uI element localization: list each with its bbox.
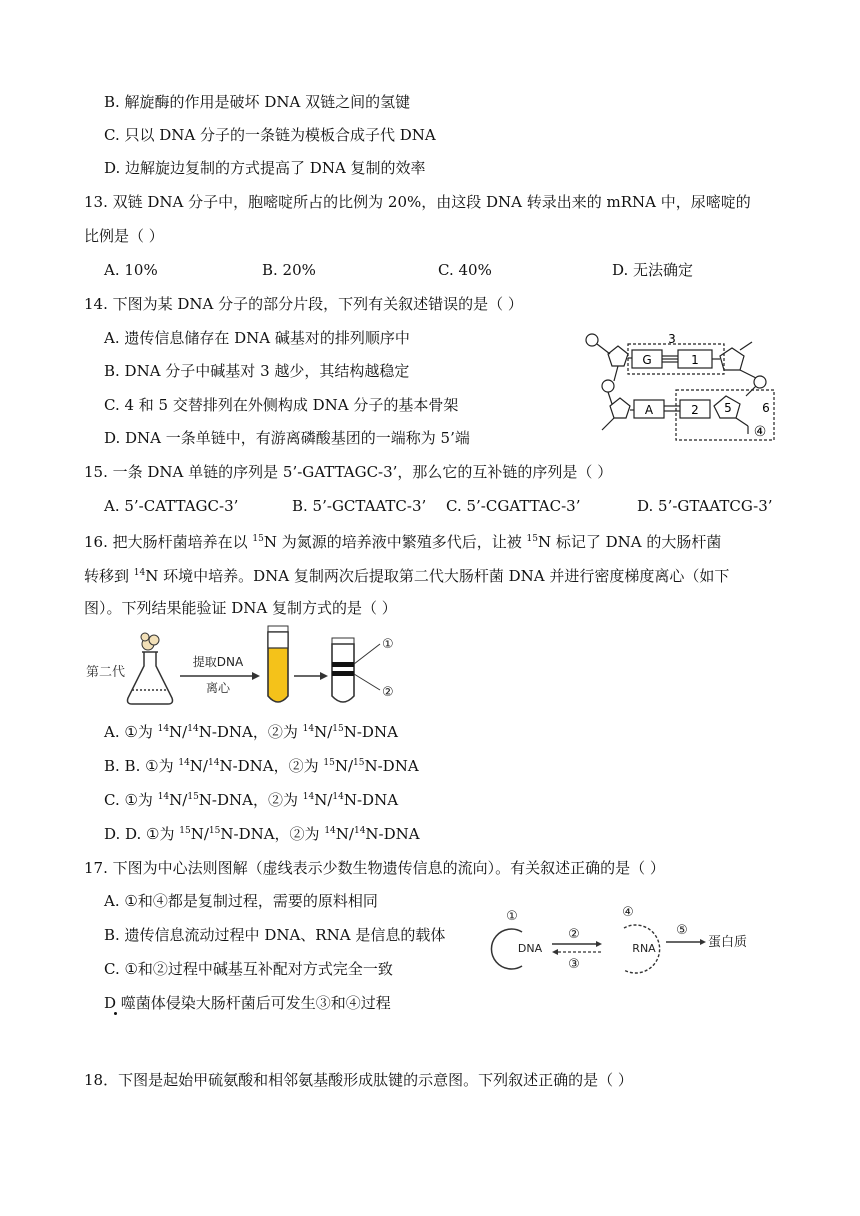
process-4-label: ④ bbox=[622, 905, 634, 920]
arrow-label-top: 提取DNA bbox=[192, 655, 244, 669]
isotope-superscript: 14 bbox=[353, 826, 366, 836]
band-1 bbox=[332, 662, 354, 667]
q12-option-d: D. 边解旋边复制的方式提高了 DNA 复制的效率 bbox=[104, 159, 426, 177]
process-5-label: ⑤ bbox=[676, 923, 688, 938]
q17-stem: 17. 下图为中心法则图解（虚线表示少数生物遗传信息的流向）。有关叙述正确的是（ ） bbox=[84, 859, 665, 877]
banded-tube-icon bbox=[332, 638, 354, 702]
option-text: N-DNA bbox=[364, 757, 419, 775]
isotope-superscript: 14 bbox=[302, 724, 315, 734]
q14-option-c: C. 4 和 5 交替排列在外侧构成 DNA 分子的基本骨架 bbox=[104, 396, 459, 414]
dna-label: DNA bbox=[517, 942, 543, 955]
flask-icon bbox=[128, 652, 173, 704]
isotope-superscript: 15 bbox=[323, 758, 335, 768]
band-label-2: ② bbox=[382, 685, 394, 700]
q13-stem-line1: 13. 双链 DNA 分子中，胞嘧啶所占的比例为 20%，由这段 DNA 转录出来的 mRNA 中，尿嘧啶的 bbox=[84, 193, 751, 211]
option-text: N/ bbox=[189, 757, 208, 775]
label-6: 6 bbox=[762, 401, 770, 415]
stray-dot bbox=[114, 1012, 117, 1015]
phosphate-circle bbox=[602, 380, 614, 392]
q13-option-d: D. 无法确定 bbox=[612, 261, 694, 279]
process-1-label: ① bbox=[506, 909, 518, 924]
text: N 为氮源的培养液中繁殖多代后，让被 bbox=[263, 533, 527, 551]
band-2 bbox=[332, 671, 354, 676]
flask-cap-icon bbox=[141, 633, 159, 650]
arrow-icon bbox=[552, 949, 558, 955]
q18-stem: 18．下图是起始甲硫氨酸和相邻氨基酸形成肽键的示意图。下列叙述正确的是（ ） bbox=[84, 1071, 633, 1089]
option-text: N-DNA bbox=[343, 791, 399, 809]
isotope-superscript: 15 bbox=[187, 792, 199, 802]
q16-option-b bbox=[104, 756, 419, 776]
arrow-icon bbox=[700, 939, 706, 945]
option-text: N-DNA bbox=[365, 825, 420, 843]
option-text: N-DNA，②为 bbox=[219, 757, 324, 775]
q16-stem-line2 bbox=[84, 566, 729, 586]
q15-option-a: A. 5’-CATTAGC-3’ bbox=[104, 497, 239, 515]
label-2: 2 bbox=[691, 403, 699, 417]
label-g: G bbox=[642, 353, 652, 367]
q15-option-d: D. 5’-GTAATCG-3’ bbox=[637, 497, 773, 515]
isotope-superscript: 15 bbox=[353, 758, 365, 768]
band-label-1: ① bbox=[382, 637, 394, 652]
option-text: N-DNA，②为 bbox=[198, 791, 303, 809]
q13-stem-line2: 比例是（ ） bbox=[84, 227, 164, 245]
option-text: B. B. ①为 bbox=[104, 757, 179, 775]
arrow-icon bbox=[252, 672, 260, 680]
isotope-superscript: 15 bbox=[208, 826, 221, 836]
option-text: N-DNA，②为 bbox=[220, 825, 325, 843]
sugar-pentagon bbox=[608, 346, 628, 366]
isotope-superscript: 14 bbox=[157, 792, 170, 802]
isotope-superscript: 14 bbox=[157, 724, 170, 734]
phosphate-circle bbox=[586, 334, 598, 346]
option-text: N/ bbox=[314, 723, 333, 741]
option-text: N-DNA，②为 bbox=[198, 723, 303, 741]
q14-stem: 14. 下图为某 DNA 分子的部分片段，下列有关叙述错误的是（ ） bbox=[84, 295, 523, 313]
q17-option-c: C. ①和②过程中碱基互补配对方式完全一致 bbox=[104, 960, 393, 978]
text: 16. 把大肠杆菌培养在以 bbox=[84, 533, 253, 551]
q14-option-a: A. 遗传信息储存在 DNA 碱基对的排列顺序中 bbox=[104, 329, 410, 347]
q15-option-b: B. 5’-GCTAATC-3’ bbox=[292, 497, 427, 515]
q17-option-a: A. ①和④都是复制过程，需要的原料相同 bbox=[104, 892, 378, 910]
q16-option-c bbox=[104, 790, 398, 810]
option-text: C. ①为 bbox=[104, 791, 158, 809]
text: N 标记了 DNA 的大肠杆菌 bbox=[537, 533, 722, 551]
isotope-superscript: 14 bbox=[178, 758, 190, 768]
label-a: A bbox=[644, 403, 654, 417]
option-text: N/ bbox=[169, 791, 188, 809]
option-text: N/ bbox=[314, 791, 333, 809]
label-4: ④ bbox=[753, 424, 767, 440]
q12-option-c: C. 只以 DNA 分子的一条链为模板合成子代 DNA bbox=[104, 126, 436, 144]
q17-option-b: B. 遗传信息流动过程中 DNA、RNA 是信息的载体 bbox=[104, 926, 446, 944]
superscript: 14 bbox=[133, 568, 146, 578]
process-2-label: ② bbox=[568, 927, 580, 942]
centrifuge-figure bbox=[84, 622, 404, 712]
superscript: 15 bbox=[526, 534, 538, 544]
option-text: N/ bbox=[335, 825, 354, 843]
q14-option-b: B. DNA 分子中碱基对 3 越少，其结构越稳定 bbox=[104, 362, 410, 380]
q13-option-b: B. 20% bbox=[262, 261, 316, 279]
text: N 环境中培养。DNA 复制两次后提取第二代大肠杆菌 DNA 并进行密度梯度离心（如下 bbox=[145, 567, 730, 585]
arrow-icon bbox=[320, 672, 328, 680]
isotope-superscript: 14 bbox=[187, 724, 199, 734]
superscript: 15 bbox=[252, 534, 264, 544]
central-dogma-figure bbox=[484, 904, 764, 980]
generation-label: 第二代 bbox=[86, 665, 126, 680]
q17-option-d: D 噬菌体侵染大肠杆菌后可发生③和④过程 bbox=[104, 994, 391, 1012]
option-text: N/ bbox=[334, 757, 354, 775]
arrow-icon bbox=[596, 941, 602, 947]
label-5: 5 bbox=[724, 401, 732, 415]
arrow-label-bottom: 离心 bbox=[205, 681, 231, 695]
q14-option-d: D. DNA 一条单链中，有游离磷酸基团的一端称为 5’端 bbox=[104, 429, 470, 447]
dna-fragment-figure bbox=[580, 326, 780, 446]
q16-option-d bbox=[104, 824, 420, 844]
option-text: A. ①为 bbox=[104, 723, 158, 741]
text: 转移到 bbox=[84, 567, 134, 585]
label-1: 1 bbox=[691, 353, 699, 367]
isotope-superscript: 14 bbox=[207, 758, 220, 768]
q16-option-a bbox=[104, 722, 398, 742]
q13-option-a: A. 10% bbox=[104, 261, 158, 279]
isotope-superscript: 14 bbox=[302, 792, 315, 802]
rna-label: RNA bbox=[632, 942, 656, 955]
isotope-superscript: 15 bbox=[179, 826, 191, 836]
option-text: N/ bbox=[169, 723, 188, 741]
q13-option-c: C. 40% bbox=[438, 261, 492, 279]
process-3-label: ③ bbox=[568, 957, 580, 972]
protein-label: 蛋白质 bbox=[708, 935, 748, 950]
q15-option-c: C. 5’-CGATTAC-3’ bbox=[446, 497, 581, 515]
isotope-superscript: 14 bbox=[324, 826, 336, 836]
option-text: D. D. ①为 bbox=[104, 825, 180, 843]
sugar-pentagon bbox=[610, 398, 630, 418]
q16-stem-line1 bbox=[84, 532, 721, 552]
q16-stem-line3: 图）。下列结果能验证 DNA 复制方式的是（ ） bbox=[84, 599, 397, 617]
isotope-superscript: 14 bbox=[332, 792, 344, 802]
yellow-tube-icon bbox=[268, 626, 288, 702]
q12-option-b: B. 解旋酶的作用是破坏 DNA 双链之间的氢键 bbox=[104, 93, 411, 111]
label-3: 3 bbox=[668, 332, 676, 346]
isotope-superscript: 15 bbox=[332, 724, 344, 734]
q15-stem: 15. 一条 DNA 单链的序列是 5’-GATTAGC-3’，那么它的互补链的序列是（ ） bbox=[84, 463, 613, 481]
option-text: N/ bbox=[190, 825, 209, 843]
option-text: N-DNA bbox=[343, 723, 398, 741]
